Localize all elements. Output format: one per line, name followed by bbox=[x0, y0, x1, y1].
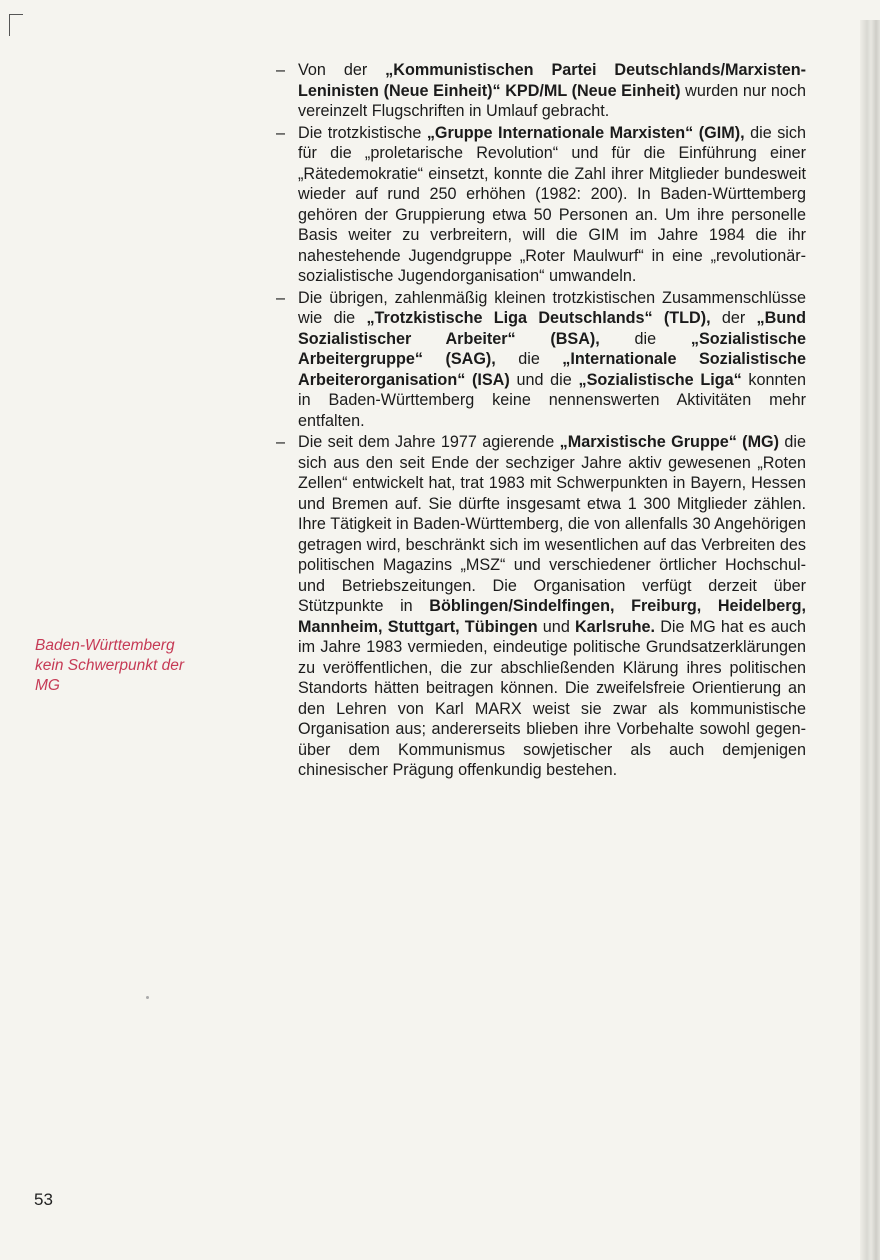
bold-text: „Sozialistische Liga“ bbox=[578, 370, 742, 389]
text-run: der bbox=[710, 309, 757, 327]
bold-text: „Gruppe Internationale Marxisten“ (GIM), bbox=[426, 123, 745, 142]
text-run: die bbox=[599, 329, 691, 348]
list-dash: – bbox=[276, 433, 286, 451]
paragraph bbox=[298, 123, 806, 287]
list-item bbox=[276, 60, 806, 122]
bold-text: „Sozialistische Arbeitergruppe“ (SAG), bbox=[298, 329, 806, 368]
bold-text: Karlsruhe. bbox=[574, 617, 656, 636]
paragraph bbox=[298, 60, 806, 122]
paragraph bbox=[298, 432, 806, 781]
bold-text: „Bund Sozialistischer Arbeiter“ (BSA), bbox=[298, 309, 806, 348]
list-item bbox=[276, 123, 806, 287]
paragraph bbox=[298, 288, 806, 432]
text-run: die sich aus den seit Ende der sechziger Jahre aktiv gewesenen „Roten Zellen“ entwickelt hat, trat 1983 mit Schwerpunkten in Bayern, Hessen und Bremen auf. Sie dürfte insgesamt etwa 1 300 Mitglieder zählen. Ihre Tätigkeit in Baden-Württemberg, die von allenfalls 30 Angehörigen getragen wird, beschränkt sich im wesentlichen auf das Verbreiten des politischen Magazins „MSZ“ und verschiedener örtlicher Hochschul- und Betriebszeitungen. Die Organisation verfügt derzeit über Stützpunkte in bbox=[298, 433, 807, 615]
list-dash: – bbox=[276, 61, 286, 79]
text-run: die bbox=[495, 350, 563, 368]
text-run: Die trotzkistische bbox=[298, 123, 427, 142]
text-run: Von der bbox=[298, 61, 386, 79]
page-binding-edge bbox=[860, 20, 880, 1260]
margin-note-line: kein Schwerpunkt der bbox=[35, 657, 185, 674]
bold-text: „Marxistische Gruppe“ (MG) bbox=[559, 433, 780, 451]
list-dash: – bbox=[276, 288, 286, 307]
text-run: und die bbox=[509, 370, 579, 389]
list-dash: – bbox=[276, 123, 286, 142]
bold-text: „Kommunistischen Partei Deutschlands/Marxisten-Leninisten (Neue Einheit)“ KPD/ML (Neue Einheit) bbox=[298, 61, 806, 100]
paper-speck bbox=[146, 996, 149, 999]
text-run: und bbox=[537, 617, 575, 636]
bold-text: „Trotzkistische Liga Deutschlands“ (TLD), bbox=[366, 309, 711, 327]
margin-note bbox=[35, 636, 230, 696]
text-run: Die seit dem Jahre 1977 agierende bbox=[298, 433, 560, 451]
list-item bbox=[276, 288, 806, 432]
margin-note-line: MG bbox=[35, 677, 60, 694]
list-item bbox=[276, 432, 806, 781]
text-run: konnten in Baden-Württemberg keine nennenswerten Aktivitäten mehr entfalten. bbox=[298, 370, 807, 430]
margin-note-line: Baden-Württemberg bbox=[35, 637, 175, 654]
crop-mark-vertical bbox=[9, 14, 10, 36]
main-text-column bbox=[276, 60, 806, 782]
text-run: Die übrigen, zahlenmäßig kleinen trotzkistischen Zusammenschlüsse wie die bbox=[298, 288, 806, 327]
page-number: 53 bbox=[34, 1190, 53, 1209]
text-run: die sich für die „proletarische Revolution“ und für die Einführung einer „Rätedemokratie“ einsetzt, konnte die Zahl ihrer Mitglieder bundesweit wieder auf rund 250 erhöhen (1982: 200). In Baden-Württemberg gehören der Gruppierung etwa 50 Personen an. Um ihre personelle Basis weiter zu verbreitern, will die GIM im Jahre 1984 die ihr nahestehende Jugendgruppe „Roter Maulwurf“ in eine „revolutionär-sozialistische Jugendorganisation“ umwandeln. bbox=[298, 123, 806, 285]
crop-mark bbox=[9, 14, 23, 15]
text-run: wurden nur noch vereinzelt Flugschriften in Umlauf gebracht. bbox=[298, 81, 806, 120]
bold-text: Böblingen/Sindelfingen, Freiburg, Heidelberg, Mannheim, Stuttgart, Tübingen bbox=[298, 597, 806, 636]
text-run: Die MG hat es auch im Jahre 1983 vermieden, eindeutige politische Grundsatzerklärungen zu veröffentlichen, die zur abschließenden Klärung ihres politischen Standorts hätten beitragen können. Die zweifelsfreie Orientierung an den Lehren von Karl MARX weist sie zwar als kommunistische Organisation aus; andererseits blieben ihre Vorbehalte sowohl gegenüber dem Kommunismus sowjetischer als auch demjenigen chinesischer Prägung offenkundig bestehen. bbox=[298, 617, 806, 779]
bold-text: „Internationale Sozialistische Arbeiterorganisation“ (ISA) bbox=[298, 350, 806, 389]
